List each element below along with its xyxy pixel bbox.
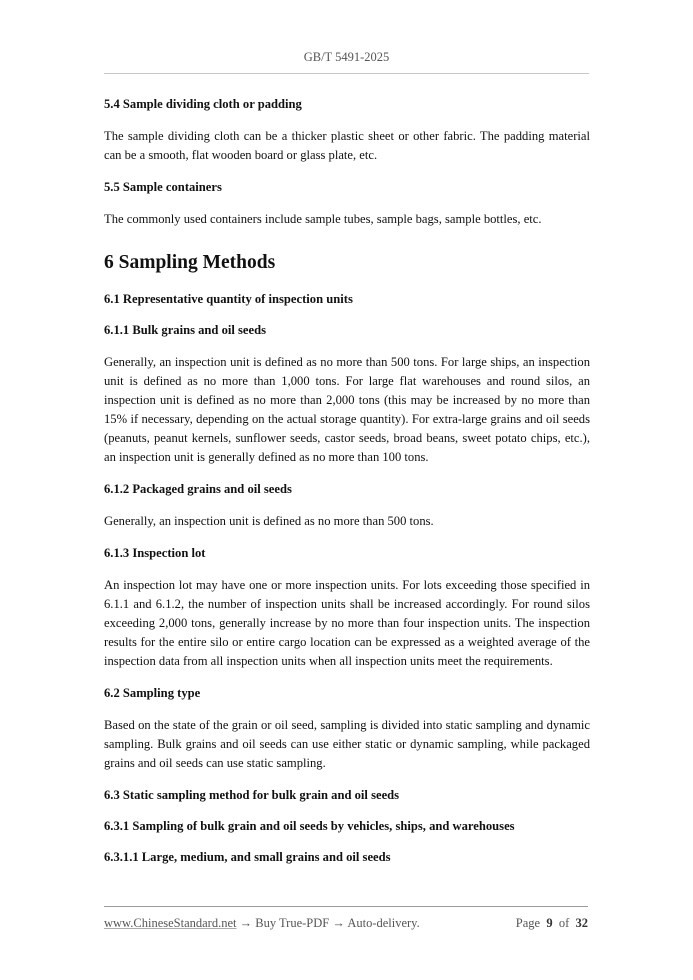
paragraph-6-1-1: Generally, an inspection unit is defined as no more than 500 tons. For large ships, an inspection unit is defined as no more than 1,000 tons. For large flat warehouses and round silos, an inspection unit is defined as no more than 2,000 tons (this may be increased by no more than 15% if necessary, depending on the actual storage quantity). For extra-large grains and oil seeds (peanuts, peanut kernels, sunflower seeds, castor seeds, broad beans, sweet potato chips, etc.), an inspection unit is generally defined as no more than 100 tons. — [104, 355, 590, 464]
paragraph-6-1-3: An inspection lot may have one or more inspection units. For lots exceeding those specified in 6.1.1 and 6.1.2, the number of inspection units shall be increased accordingly. For round silos exceeding 2,000 tons, generally increase by no more than four inspection units. The inspection results for the entire silo or entire cargo location can be expressed as a weighted average of the inspection data from all inspection units when all inspection units meet the requirements. — [104, 578, 590, 668]
paragraph-5-4: The sample dividing cloth can be a thicker plastic sheet or other fabric. The padding material can be a smooth, flat wooden board or glass plate, etc. — [104, 129, 590, 162]
chinese-standard-link[interactable]: www.ChineseStandard.net — [104, 916, 237, 930]
total-pages: 32 — [575, 916, 588, 930]
paragraph-5-5: The commonly used containers include sample tubes, sample bags, sample bottles, etc. — [104, 212, 542, 226]
current-page: 9 — [546, 916, 553, 930]
heading-6-1-1: 6.1.1 Bulk grains and oil seeds — [104, 323, 267, 337]
running-header: GB/T 5491-2025 — [303, 50, 390, 64]
heading-5-5: 5.5 Sample containers — [104, 180, 222, 194]
heading-6-1: 6.1 Representative quantity of inspection units — [104, 292, 353, 306]
heading-6-3-1: 6.3.1 Sampling of bulk grain and oil seeds by vehicles, ships, and warehouses — [104, 819, 515, 833]
arrow-right-icon: → — [332, 916, 345, 930]
of-label: of — [558, 916, 570, 930]
delivery-text: Auto-delivery. — [347, 916, 420, 930]
arrow-right-icon: → — [239, 916, 253, 930]
paragraph-6-1-2: Generally, an inspection unit is defined as no more than 500 tons. — [104, 514, 434, 528]
footer-promo — [104, 916, 420, 931]
footer-divider — [104, 906, 588, 907]
buy-text: Buy True-PDF — [255, 916, 330, 930]
heading-5-4: 5.4 Sample dividing cloth or padding — [104, 97, 302, 111]
heading-6-1-3: 6.1.3 Inspection lot — [104, 546, 206, 560]
heading-6-3-1-1: 6.3.1.1 Large, medium, and small grains and oil seeds — [104, 850, 391, 864]
heading-6-2: 6.2 Sampling type — [104, 686, 201, 700]
header-divider — [104, 73, 589, 74]
heading-6-3: 6.3 Static sampling method for bulk grain and oil seeds — [104, 788, 400, 802]
page-content — [104, 96, 590, 866]
heading-6: 6 Sampling Methods — [104, 252, 276, 273]
page-label: Page — [515, 916, 541, 930]
page-number — [516, 916, 588, 931]
page-footer — [104, 916, 588, 931]
heading-6-1-2: 6.1.2 Packaged grains and oil seeds — [104, 482, 292, 496]
paragraph-6-2: Based on the state of the grain or oil seed, sampling is divided into static sampling and dynamic sampling. Bulk grains and oil seeds can use either static or dynamic sampling, while packaged grains and oil seeds can use static sampling. — [104, 718, 590, 770]
